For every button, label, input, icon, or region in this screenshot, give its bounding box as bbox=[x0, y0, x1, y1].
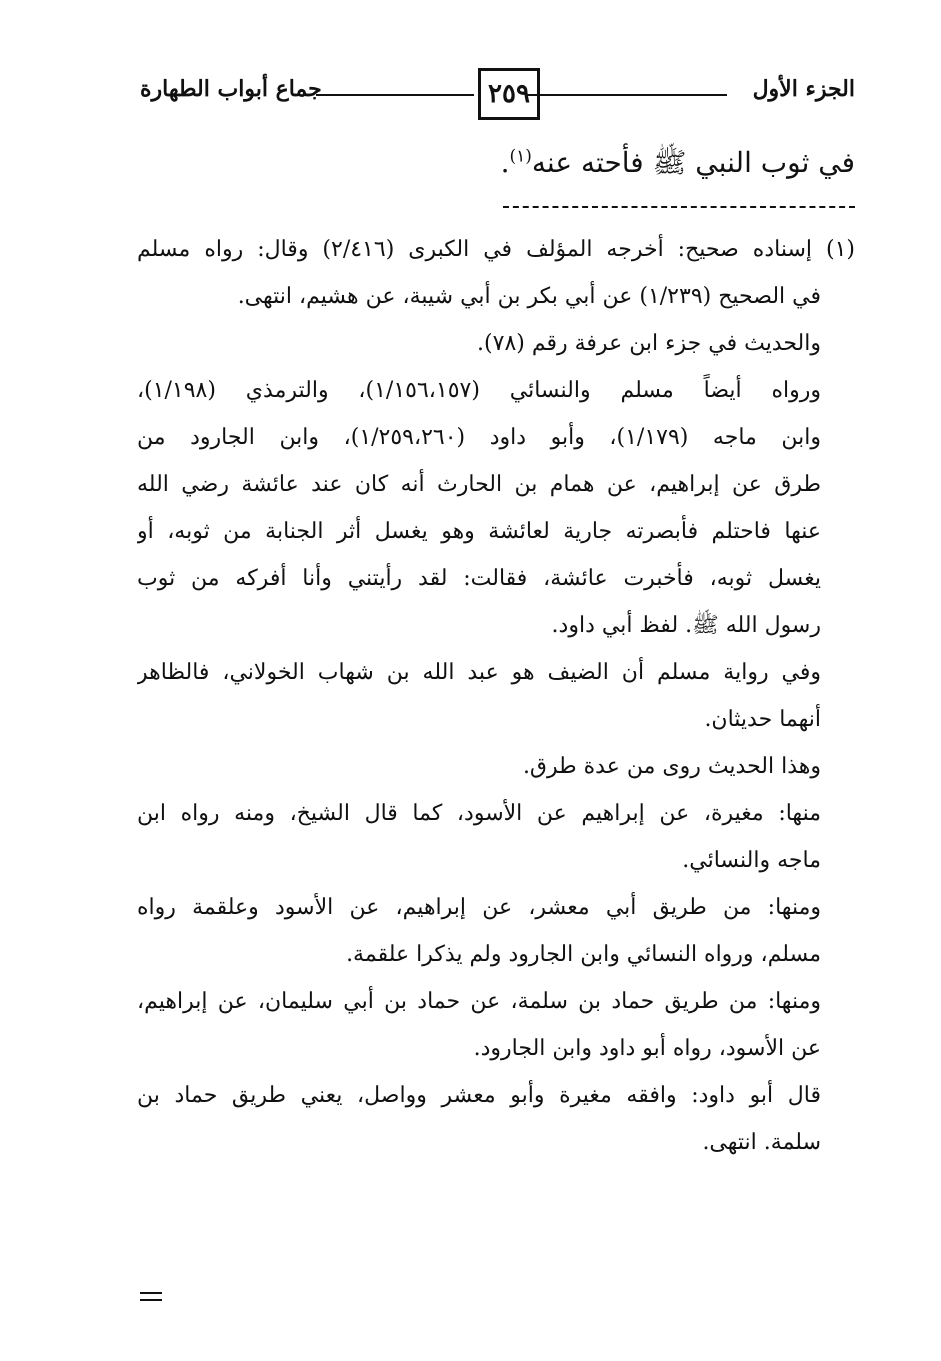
footnote-line: ومنها: من طريق حماد بن سلمة، عن حماد بن أبي سليمان، عن إبراهيم، bbox=[137, 989, 821, 1014]
footnote-line: ومنها: من طريق أبي معشر، عن إبراهيم، عن الأسود وعلقمة رواه bbox=[137, 895, 821, 920]
running-header bbox=[140, 66, 855, 122]
main-text bbox=[501, 146, 855, 186]
footnote-line: ورواه أيضاً مسلم والنسائي (١/١٥٦،١٥٧)، والترمذي (١/١٩٨)، bbox=[137, 378, 821, 403]
footnote-line: سلمة. انتهى. bbox=[702, 1130, 821, 1155]
footnote-line: في الصحيح (١/٢٣٩) عن أبي بكر بن أبي شيبة، عن هشيم، انتهى. bbox=[237, 284, 821, 309]
main-text-end: . bbox=[500, 146, 510, 179]
footnote-line: أنهما حديثان. bbox=[704, 707, 821, 732]
page-number: ٢٥٩ bbox=[478, 68, 540, 120]
footnote-line: وابن ماجه (١/١٧٩)، وأبو داود (١/٢٥٩،٢٦٠)، وابن الجارود من bbox=[137, 425, 821, 450]
header-rule-right bbox=[527, 94, 727, 96]
footnote-reference: (١) bbox=[509, 146, 532, 167]
footnote-line: (١) إسناده صحيح: أخرجه المؤلف في الكبرى (٢/٤١٦) وقال: رواه مسلم bbox=[137, 237, 855, 262]
volume-label: الجزء الأول bbox=[752, 76, 855, 102]
footnote-separator bbox=[503, 206, 855, 208]
chapter-title: جماع أبواب الطهارة bbox=[140, 76, 322, 102]
footnote-line: وفي رواية مسلم أن الضيف هو عبد الله بن شهاب الخولاني، فالظاهر bbox=[137, 660, 821, 685]
footnote-line: مسلم، ورواه النسائي وابن الجارود ولم يذكرا علقمة. bbox=[346, 942, 821, 967]
footnote-line: منها: مغيرة، عن إبراهيم عن الأسود، كما قال الشيخ، ومنه رواه ابن bbox=[137, 801, 821, 826]
footnote-line: قال أبو داود: وافقه مغيرة وأبو معشر وواصل، يعني طريق حماد بن bbox=[137, 1083, 821, 1108]
footnote-line: عن الأسود، رواه أبو داود وابن الجارود. bbox=[473, 1036, 821, 1061]
page-end-mark bbox=[140, 1292, 162, 1302]
footnote-line: يغسل ثوبه، فأخبرت عائشة، فقالت: لقد رأيتني وأنا أفركه من ثوب bbox=[137, 566, 821, 591]
header-rule-left bbox=[316, 94, 474, 96]
footnote-line: والحديث في جزء ابن عرفة رقم (٧٨). bbox=[477, 331, 821, 356]
footnote-line: رسول الله ﷺ. لفظ أبي داود. bbox=[551, 613, 821, 638]
footnote-line: وهذا الحديث روى من عدة طرق. bbox=[522, 754, 821, 779]
main-text-body: في ثوب النبي ﷺ فأحته عنه bbox=[531, 146, 855, 179]
footnote-line: ماجه والنسائي. bbox=[682, 848, 821, 873]
footnote-line: عنها فاحتلم فأبصرته جارية لعائشة وهو يغسل أثر الجنابة من ثوبه، أو bbox=[137, 519, 821, 544]
footnote-line: طرق عن إبراهيم، عن همام بن الحارث أنه كان عند عائشة رضي الله bbox=[137, 472, 821, 497]
footnotes bbox=[137, 226, 855, 1166]
